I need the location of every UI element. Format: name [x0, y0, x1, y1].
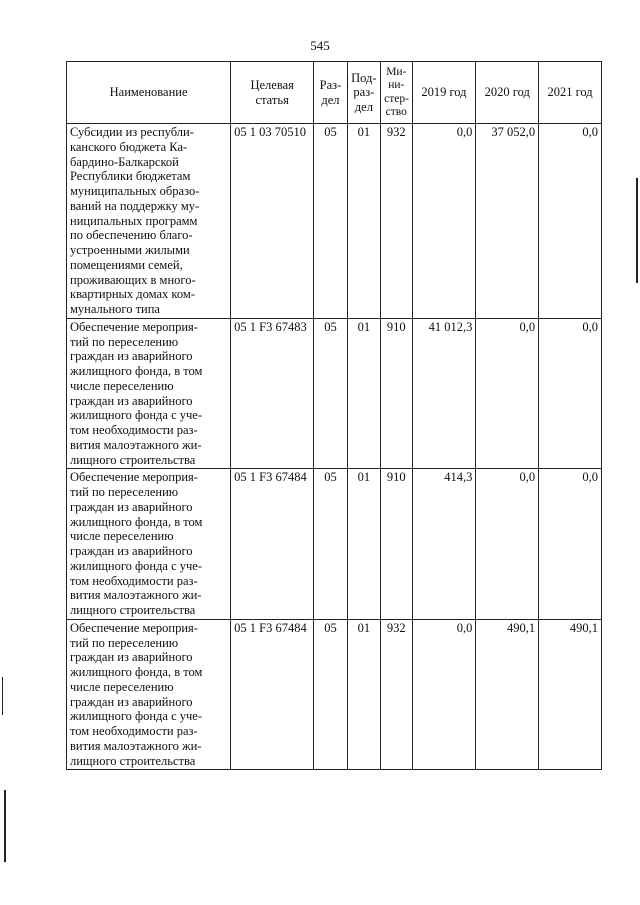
header-target-article: Целевая статья	[231, 62, 314, 124]
row-name: Обеспечение мероприя- тий по переселению граждан из аварийного жилищного фонда, в том числе переселению граждан из аварийного жилищного фонда с уче- том необходимости раз- вития малоэтажного жи- лищного строительства	[67, 469, 231, 620]
row-section: 05	[314, 318, 347, 469]
header-subsection: Под- раз- дел	[347, 62, 380, 124]
budget-table	[66, 61, 602, 770]
row-2021: 490,1	[539, 619, 602, 770]
header-ministry: Ми- ни- стер- ство	[381, 62, 412, 124]
header-section: Раз- дел	[314, 62, 347, 124]
row-subsection: 01	[347, 619, 380, 770]
row-2020: 490,1	[476, 619, 539, 770]
row-subsection: 01	[347, 469, 380, 620]
row-ministry: 910	[381, 318, 412, 469]
row-2019: 0,0	[412, 124, 476, 319]
row-2020: 0,0	[476, 318, 539, 469]
row-2021: 0,0	[539, 124, 602, 319]
row-2020: 37 052,0	[476, 124, 539, 319]
row-target-article: 05 1 F3 67484	[231, 469, 314, 620]
row-subsection: 01	[347, 124, 380, 319]
row-ministry: 910	[381, 469, 412, 620]
row-target-article: 05 1 F3 67484	[231, 619, 314, 770]
table-row	[67, 318, 602, 469]
header-2020: 2020 год	[476, 62, 539, 124]
header-name: Наименование	[67, 62, 231, 124]
header-2019: 2019 год	[412, 62, 476, 124]
row-ministry: 932	[381, 619, 412, 770]
row-target-article: 05 1 F3 67483	[231, 318, 314, 469]
row-section: 05	[314, 469, 347, 620]
table-header-row	[67, 62, 602, 124]
table-row	[67, 124, 602, 319]
row-name: Обеспечение мероприя- тий по переселению граждан из аварийного жилищного фонда, в том числе переселению граждан из аварийного жилищного фонда с уче- том необходимости раз- вития малоэтажного жи- лищного строительства	[67, 619, 231, 770]
margin-mark-left-lower	[4, 790, 6, 862]
table-row	[67, 469, 602, 620]
row-2020: 0,0	[476, 469, 539, 620]
row-2021: 0,0	[539, 469, 602, 620]
row-2021: 0,0	[539, 318, 602, 469]
row-2019: 41 012,3	[412, 318, 476, 469]
margin-mark-right	[636, 178, 638, 283]
row-target-article: 05 1 03 70510	[231, 124, 314, 319]
row-section: 05	[314, 124, 347, 319]
margin-mark-left-upper	[2, 677, 3, 715]
table-row	[67, 619, 602, 770]
page-number: 545	[310, 38, 330, 53]
header-2021: 2021 год	[539, 62, 602, 124]
row-2019: 414,3	[412, 469, 476, 620]
row-subsection: 01	[347, 318, 380, 469]
row-name: Обеспечение мероприя- тий по переселению граждан из аварийного жилищного фонда, в том числе переселению граждан из аварийного жилищного фонда с уче- том необходимости раз- вития малоэтажного жи- лищного строительства	[67, 318, 231, 469]
row-section: 05	[314, 619, 347, 770]
row-ministry: 932	[381, 124, 412, 319]
row-2019: 0,0	[412, 619, 476, 770]
row-name: Субсидии из республи- канского бюджета Ка- бардино-Балкарской Республики бюджетам муниципальных образо- ваний на поддержку му- ниципальных программ по обеспечению благо- устроенными жилыми помещениями семей, проживающих в много- квартирных домах ком- мунального типа	[67, 124, 231, 319]
